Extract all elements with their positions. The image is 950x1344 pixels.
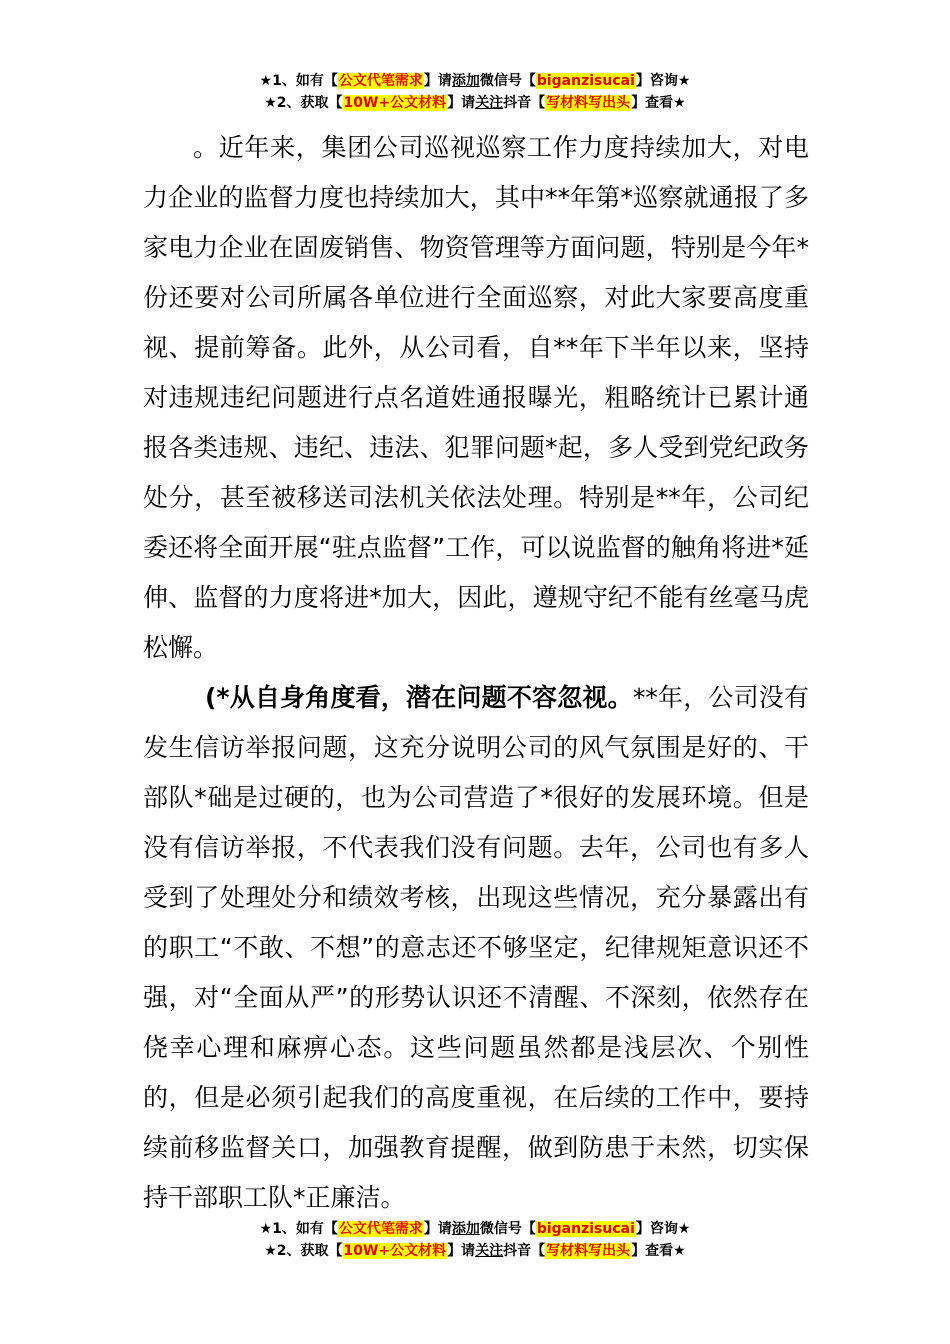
banner-text: 抖音【 [503,95,546,111]
banner-text: 】查看★ [631,1243,686,1259]
banner-line-2 [0,1240,950,1262]
paragraph-1: 。近年来，集团公司巡视巡察工作力度持续加大，对电力企业的监督力度也持续加大，其中**年第*巡察就通报了多家电力企业在固废销售、物资管理等方面问题，特别是今年*份还要对公司所属各单位进行全面巡察，对此大家要高度重视、提前筹备。此外，从公司看，自**年下半年以来，坚持对违规违纪问题进行点名道姓通报曝光，粗略统计已累计通报各类违规、违纪、违法、犯罪问题*起，多人受到党纪政务处分，甚至被移送司法机关依法处理。特别是**年，公司纪委还将全面开展“驻点监督”工作，可以说监督的触角将进*延伸、监督的力度将进*加大，因此，遵规守纪不能有丝毫马虎松懈。 [143,133,809,662]
banner-text: 】咨询★ [635,1221,691,1237]
banner-text: 】请 [447,1243,476,1259]
banner-text: 】请 [423,73,452,89]
banner-text: 】请 [423,1221,452,1237]
highlight-materials: 10W+公文材料 [343,1243,447,1259]
banner-underlined-text: 添加 [451,73,480,89]
paragraph-text: **年，公司没有发生信访举报问题，这充分说明公司的风气氛围是好的、干部队*础是过硬的，也为公司营造了*很好的发展环境。但是没有信访举报，不代表我们没有问题。去年，公司也有多人受到了处理处分和绩效考核，出现这些情况，充分暴露出有的职工“不敢、不想”的意志还不够坚定，纪律规矩意识还不强，对“全面从严”的形势认识还不清醒、不深刻，依然存在侥幸心理和麻痹心态。这些问题虽然都是浅层次、个别性的，但是必须引起我们的高度重视，在后续的工作中，要持续前移监督关口，加强教育提醒，做到防患于未然，切实保持干部职工队*正廉洁。 [143,683,809,1212]
highlight-service: 公文代笔需求 [338,73,423,89]
banner-line-1 [0,70,950,92]
banner-text: 微信号【 [479,73,536,89]
highlight-wechat-id: biganzisucai [536,73,635,89]
footer-banner [0,1218,950,1262]
banner-underlined-text: 关注 [475,1243,504,1259]
highlight-service: 公文代笔需求 [338,1221,423,1237]
paragraph-2 [143,673,809,1223]
banner-text: 抖音【 [503,1243,546,1259]
banner-text: 微信号【 [479,1221,536,1237]
banner-text: ★1、如有【 [259,73,338,89]
banner-underlined-text: 添加 [451,1221,480,1237]
banner-text: ★2、获取【 [264,1243,343,1259]
banner-line-2 [0,92,950,114]
highlight-douyin-id: 写材料写出头 [546,95,631,111]
banner-line-1 [0,1218,950,1240]
banner-text: 】查看★ [631,95,686,111]
banner-underlined-text: 关注 [475,95,504,111]
banner-text: ★2、获取【 [264,95,343,111]
highlight-douyin-id: 写材料写出头 [546,1243,631,1259]
banner-text: 】请 [447,95,476,111]
paragraph-heading: (*从自身角度看，潜在问题不容忽视。 [205,683,633,712]
highlight-materials: 10W+公文材料 [343,95,447,111]
header-banner [0,70,950,114]
highlight-wechat-id: biganzisucai [536,1221,635,1237]
banner-text: 】咨询★ [635,73,691,89]
document-body [143,123,809,1223]
banner-text: ★1、如有【 [259,1221,338,1237]
